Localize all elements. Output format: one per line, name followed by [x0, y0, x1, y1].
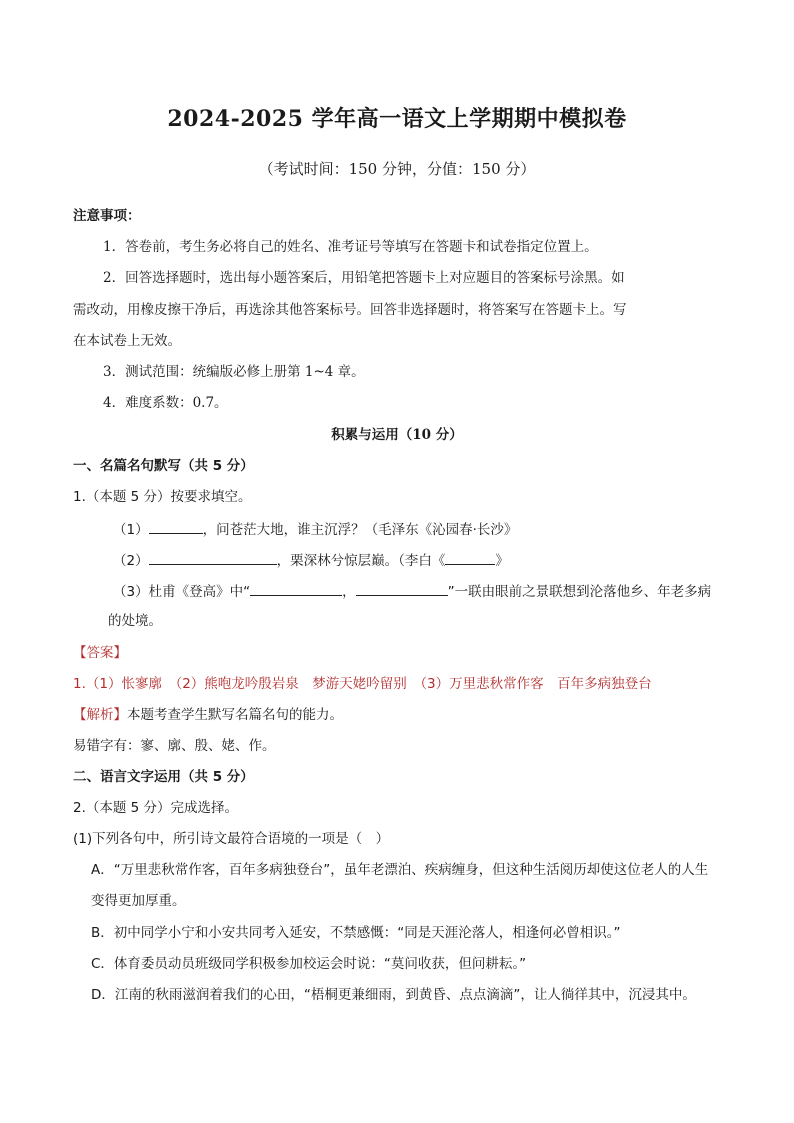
question-1-stem: 1.（本题 5 分）按要求填空。: [73, 489, 252, 505]
exam-info: （考试时间：150 分钟，分值：150 分）: [258, 160, 536, 178]
page-title: 2024-2025 学年高一语文上学期期中模拟卷: [167, 106, 627, 132]
note-item: 3．测试范围：统编版必修上册第 1~4 章。: [103, 364, 365, 380]
option-b: B．初中同学小宁和小安共同考入延安，不禁感慨：“同是天涯沦落人，相逢何必曾相识。”: [91, 925, 621, 941]
fill-blank[interactable]: [149, 518, 203, 534]
note-item: 需改动，用橡皮擦干净后，再选涂其他答案标号。回答非选择题时，将答案写在答题卡上。写: [73, 302, 627, 318]
note-item: 1．答卷前，考生务必将自己的姓名、准考证号等填写在答题卡和试卷指定位置上。: [103, 239, 598, 255]
option-a-cont: 变得更加厚重。: [91, 893, 186, 909]
note-item: 在本试卷上无效。: [73, 333, 181, 349]
answer-label: 【答案】: [73, 645, 127, 661]
question-1-item-3-cont: 的处境。: [108, 613, 162, 629]
item-label: （1）: [113, 522, 149, 538]
analysis: [73, 705, 343, 725]
item-text-tail: 》: [495, 553, 509, 569]
note-item: 4．难度系数：0.7。: [103, 395, 228, 411]
section-title: 积累与运用（10 分）: [331, 427, 463, 443]
item-text: ，: [342, 584, 356, 600]
fill-blank[interactable]: [149, 549, 277, 565]
analysis-label: 【解析】: [73, 707, 127, 723]
part2-heading: 二、语言文字运用（共 5 分）: [73, 769, 254, 785]
item-text: ，栗深林兮惊层巅。（李白《: [276, 553, 446, 569]
question-1-item-1: [113, 518, 517, 540]
fill-blank[interactable]: [445, 549, 495, 565]
option-c: C．体育委员动员班级同学积极参加校运会时说：“莫问收获，但问耕耘。”: [91, 956, 527, 972]
item-text: ，问苍茫大地，谁主沉浮？（毛泽东《沁园春·长沙》: [202, 522, 518, 538]
analysis-text: 本题考查学生默写名篇名句的能力。: [127, 707, 343, 723]
option-a: A．“万里悲秋常作客，百年多病独登台”，虽年老漂泊、疾病缠身，但这种生活阅历却使这位老人的人生: [91, 862, 709, 878]
error-chars: 易错字有：寥、廓、殷、姥、作。: [73, 738, 276, 754]
fill-blank[interactable]: [250, 580, 342, 596]
notes-heading: 注意事项：: [73, 208, 141, 224]
question-1-item-2: [113, 549, 509, 571]
question-2-stem: 2.（本题 5 分）完成选择。: [73, 800, 239, 816]
part1-heading: 一、名篇名句默写（共 5 分）: [73, 458, 254, 474]
fill-blank[interactable]: [356, 580, 448, 596]
item-text: （3）杜甫《登高》中“: [113, 584, 251, 600]
item-label: （2）: [113, 553, 149, 569]
option-d: D．江南的秋雨滋润着我们的心田，“梧桐更兼细雨，到黄昏、点点滴滴”，让人徜徉其中，沉浸其中。: [91, 987, 696, 1003]
question-2-1: (1)下列各句中，所引诗文最符合语境的一项是（ ）: [73, 831, 390, 847]
question-1-item-3: [113, 580, 711, 602]
answer-text: 1.（1）怅寥廓 （2）熊咆龙吟殷岩泉 梦游天姥吟留别 （3）万里悲秋常作客 百年多病独登台: [73, 676, 652, 692]
item-text: ”一联由眼前之景联想到沦落他乡、年老多病: [447, 584, 712, 600]
note-item: 2．回答选择题时，选出每小题答案后，用铅笔把答题卡上对应题目的答案标号涂黑。如: [103, 270, 625, 286]
